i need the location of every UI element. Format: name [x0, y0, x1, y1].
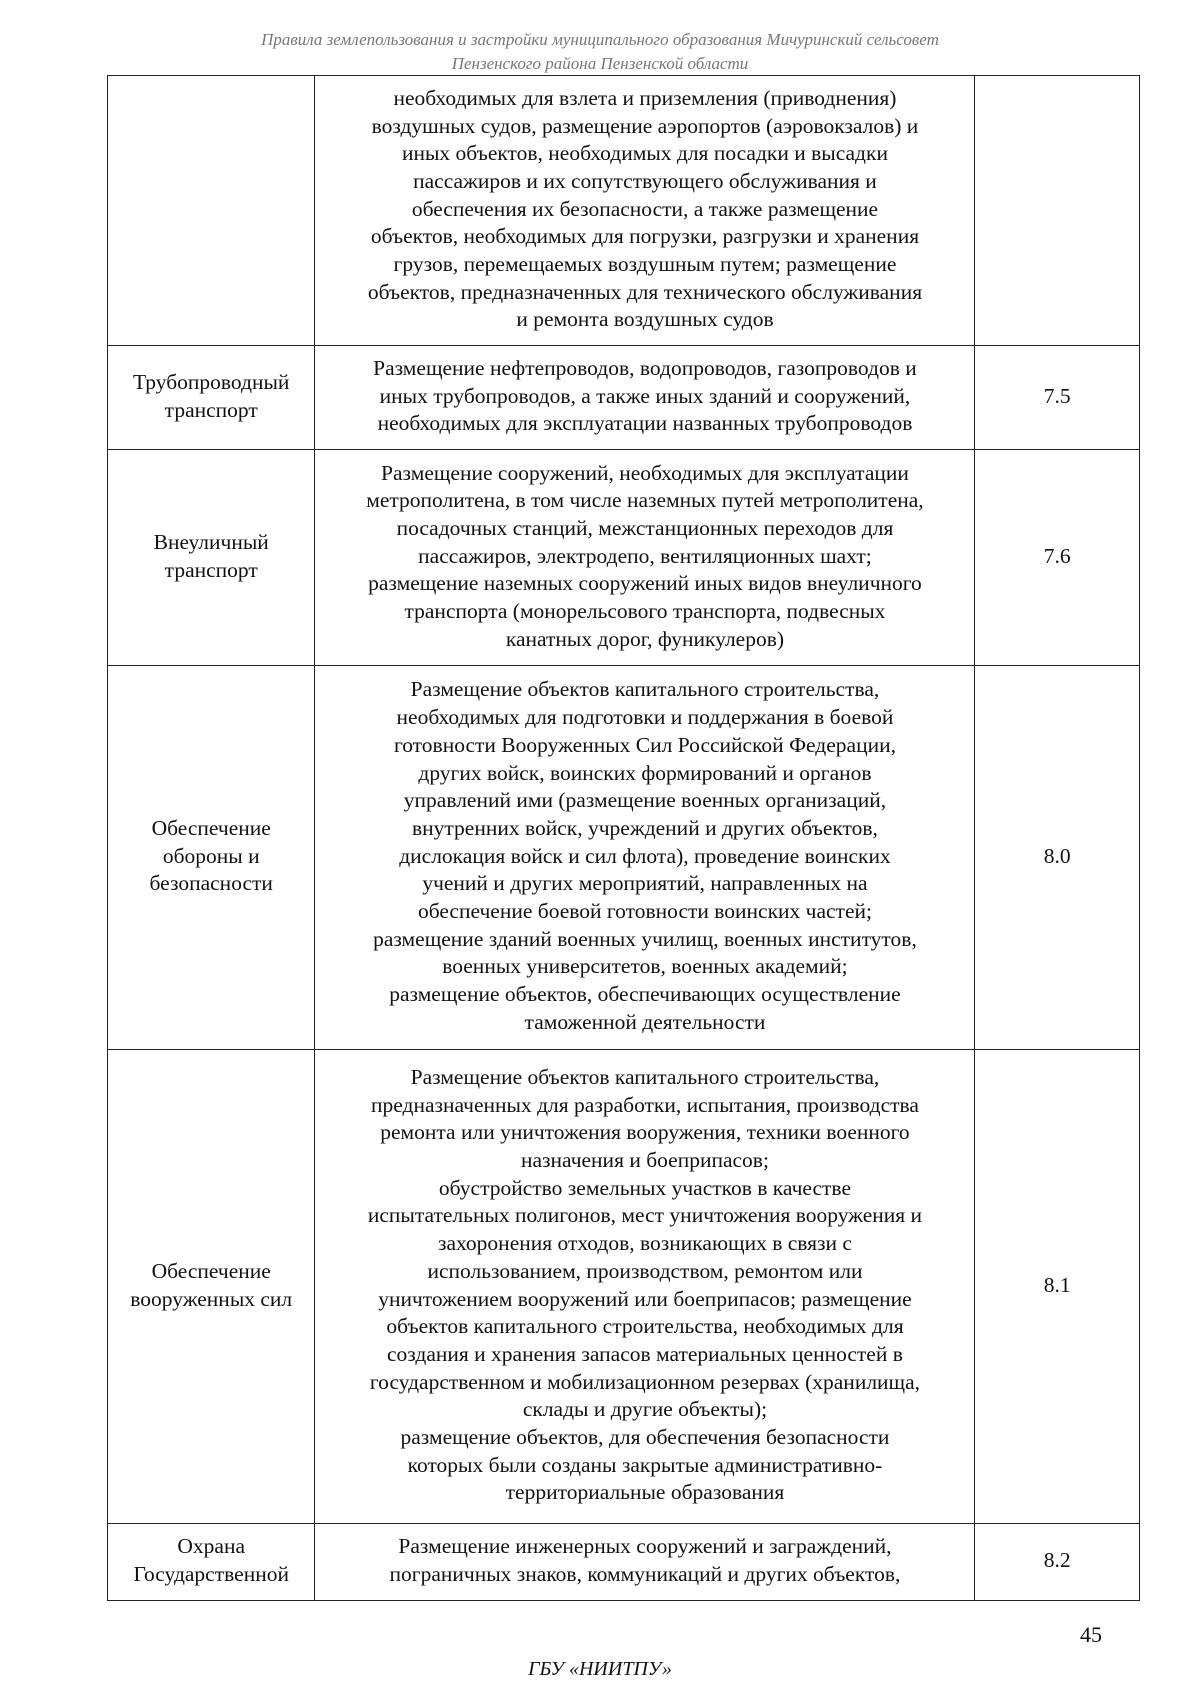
type-description: Размещение нефтепроводов, водопроводов, газопроводов и иных трубопроводов, а также иных зданий и сооружений, необходимых для эксплуатации названных трубопроводов — [373, 355, 917, 436]
type-name-cell — [108, 1050, 315, 1524]
type-name-cell — [108, 346, 315, 450]
type-name: Трубопроводный транспорт — [132, 369, 290, 422]
code-cell — [975, 1050, 1140, 1524]
code-cell — [975, 450, 1140, 666]
table-row — [108, 1050, 1140, 1524]
description-cell — [315, 1050, 975, 1524]
type-code: 8.1 — [1043, 1272, 1071, 1297]
running-header — [150, 28, 1050, 76]
type-code: 7.5 — [1043, 383, 1071, 408]
type-code: 8.0 — [1043, 843, 1071, 868]
code-cell — [975, 1524, 1140, 1601]
code-cell — [975, 346, 1140, 450]
type-name: Обеспечение обороны и безопасности — [149, 815, 273, 896]
land-use-table — [107, 75, 1140, 1601]
header-line-2: Пензенского района Пензенской области — [451, 54, 749, 73]
type-description: Размещение сооружений, необходимых для эксплуатации метрополитена, в том числе наземных путей метрополитена, посадочных станций, межстанционных переходов для пассажиров, электродепо, вентиляционных шахт; размещение наземных сооружений иных видов внеуличного транспорта (монорельсового транспорта, подвесных канатных дорог, фуникулеров) — [366, 460, 924, 651]
type-name-cell — [108, 76, 315, 346]
table-row — [108, 1524, 1140, 1601]
header-line-1: Правила землепользования и застройки муниципального образования Мичуринский сельсовет — [261, 30, 939, 49]
footer-organization: ГБУ «НИИТПУ» — [528, 1658, 672, 1680]
description-cell — [315, 666, 975, 1050]
table-row — [108, 346, 1140, 450]
type-name-cell — [108, 450, 315, 666]
type-description: Размещение объектов капитального строительства, предназначенных для разработки, испытания, производства ремонта или уничтожения вооружения, техники военного назначения и боеприпасов; обустройство земельных участков в качестве испытательных полигонов, мест уничтожения вооружения и захоронения отходов, возникающих в связи с использованием, производством, ремонтом или уничтожением вооружений или боеприпасов; размещение объектов капитального строительства, необходимых для создания и хранения запасов материальных ценностей в государственном и мобилизационном резервах (хранилища, склады и другие объекты); размещение объектов, для обеспечения безопасности которых были созданы закрытые административно- территориальные образования — [367, 1064, 923, 1505]
table-row — [108, 76, 1140, 346]
type-name-cell — [108, 666, 315, 1050]
description-cell — [315, 346, 975, 450]
description-cell — [315, 450, 975, 666]
type-description: Размещение инженерных сооружений и заграждений, пограничных знаков, коммуникаций и других объектов, — [389, 1534, 901, 1586]
type-name: Обеспечение вооруженных сил — [130, 1258, 293, 1311]
type-name: Внеуличный транспорт — [153, 529, 269, 582]
table-row — [108, 666, 1140, 1050]
page-number: 45 — [1080, 1622, 1102, 1647]
type-name-cell — [108, 1524, 315, 1601]
type-name: Охрана Государственной — [133, 1534, 289, 1586]
type-code: 8.2 — [1043, 1548, 1071, 1573]
description-cell — [315, 1524, 975, 1601]
table-row — [108, 450, 1140, 666]
description-cell — [315, 76, 975, 346]
type-description: необходимых для взлета и приземления (приводнения) воздушных судов, размещение аэропортов (аэровокзалов) и иных объектов, необходимых для посадки и высадки пассажиров и их сопутствующего обслуживания и обеспечения их безопасности, а также размещение объектов, необходимых для погрузки, разгрузки и хранения грузов, перемещаемых воздушным путем; размещение объектов, предназначенных для технического обслуживания и ремонта воздушных судов — [367, 85, 923, 332]
code-cell — [975, 76, 1140, 346]
type-code: 7.6 — [1043, 543, 1071, 568]
code-cell — [975, 666, 1140, 1050]
type-description: Размещение объектов капитального строительства, необходимых для подготовки и поддержания в боевой готовности Вооруженных Сил Российской Федерации, других войск, воинских формирований и органов управлений ими (размещение военных организаций, внутренних войск, учреждений и других объектов, дислокация войск и сил флота), проведение воинских учений и других мероприятий, направленных на обеспечение боевой готовности воинских частей; размещение зданий военных училищ, военных институтов, военных университетов, военных академий; размещение объектов, обеспечивающих осуществление таможенной деятельности — [373, 677, 917, 1034]
